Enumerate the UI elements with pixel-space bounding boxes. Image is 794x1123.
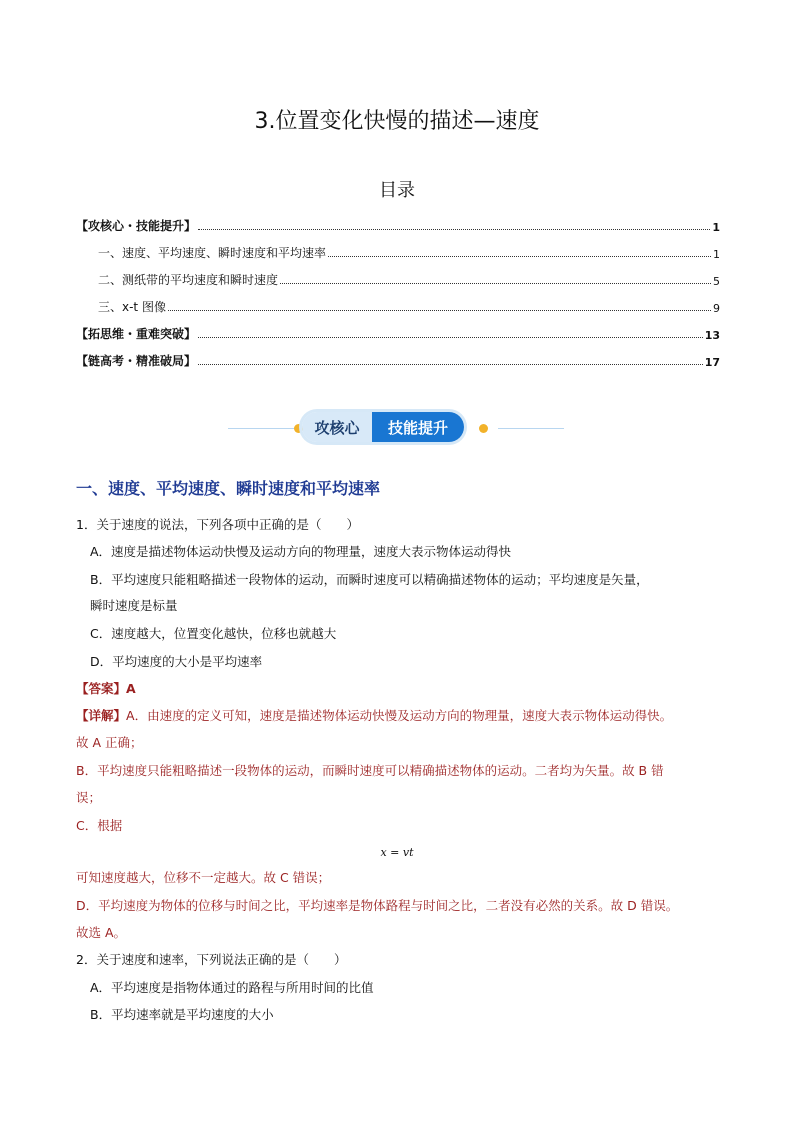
question-1-option-c: C．速度越大，位置变化越快，位移也就越大 (90, 626, 337, 641)
page-title: 3.位置变化快慢的描述—速度 (254, 109, 540, 134)
question-1-option-d: D．平均速度的大小是平均速率 (90, 654, 263, 669)
toc-entry-label: 【攻核心・技能提升】 (76, 219, 197, 233)
banner-line-right (498, 428, 564, 429)
banner-dot-right-icon (479, 424, 488, 433)
toc-leader (328, 256, 711, 257)
question-1-answer (76, 680, 136, 698)
question-2-option-a: A．平均速度是指物体通过的路程与所用时间的比值 (90, 980, 374, 995)
detail-tag: 【详解】 (76, 708, 127, 723)
toc-entry-label: 二、测纸带的平均速度和瞬时速度 (98, 273, 279, 287)
toc-entry-label: 三、x-t 图像 (98, 300, 166, 314)
question-1-option-b: B．平均速度只能粗略描述一段物体的运动，而瞬时速度可以精确描述物体的运动；平均速度是矢量， (90, 572, 649, 587)
toc-entry-core-skills[interactable] (76, 214, 720, 234)
banner-pill (302, 412, 464, 442)
question-1-detail-c-cont: 可知速度越大，位移不一定越大。故 C 错误； (76, 870, 331, 885)
toc-page-number: 1 (713, 248, 720, 261)
question-1-stem: 1．关于速度的说法，下列各项中正确的是（ ） (76, 517, 359, 532)
banner-label-right: 技能提升 (372, 412, 464, 442)
question-1-detail-c: C．根据 (76, 818, 123, 833)
toc-entry-label: 【链高考・精准破局】 (76, 354, 197, 368)
section-banner (228, 404, 564, 450)
question-1-option-a: A．速度是描述物体运动快慢及运动方向的物理量，速度大表示物体运动得快 (90, 544, 512, 559)
question-1-detail-b-cont: 误； (76, 790, 102, 805)
toc-page-number: 1 (712, 221, 720, 234)
banner-label-left: 攻核心 (302, 412, 372, 442)
toc-entry-exam[interactable] (76, 349, 720, 369)
toc-entry-label: 一、速度、平均速度、瞬时速度和平均速率 (98, 246, 327, 260)
answer-tag: 【答案】 (76, 681, 127, 696)
question-1-conclusion: 故选 A。 (76, 925, 127, 940)
question-1-detail-a-cont: 故 A 正确； (76, 735, 143, 750)
question-2-stem: 2．关于速度和速率，下列说法正确的是（ ） (76, 952, 347, 967)
toc-leader (168, 310, 711, 311)
question-1-option-b-cont: 瞬时速度是标量 (90, 598, 178, 613)
toc-page-number: 9 (713, 302, 720, 315)
equation: x = vt (380, 846, 414, 859)
question-1-detail-a (76, 707, 672, 725)
toc-leader (198, 364, 703, 365)
toc-entry-section-1[interactable] (76, 241, 720, 261)
toc-entry-thinking[interactable] (76, 322, 720, 342)
toc-leader (198, 337, 703, 338)
question-2-option-b: B．平均速率就是平均速度的大小 (90, 1007, 274, 1022)
toc-entry-section-3[interactable] (76, 295, 720, 315)
question-1-detail-d: D．平均速度为物体的位移与时间之比，平均速率是物体路程与时间之比，二者没有必然的关系。故 D 错误。 (76, 898, 679, 913)
toc-page-number: 5 (713, 275, 720, 288)
section-heading: 一、速度、平均速度、瞬时速度和平均速率 (76, 479, 381, 498)
toc-entry-label: 【拓思维・重难突破】 (76, 327, 197, 341)
answer-value: A (126, 681, 136, 696)
banner-line-left (228, 428, 294, 429)
toc-entry-section-2[interactable] (76, 268, 720, 288)
question-1-detail-b: B．平均速度只能粗略描述一段物体的运动，而瞬时速度可以精确描述物体的运动。二者均为矢量。故 B 错 (76, 763, 664, 778)
toc-heading: 目录 (379, 180, 415, 201)
toc-page-number: 13 (704, 329, 720, 342)
toc-leader (198, 229, 710, 230)
detail-text: A．由速度的定义可知，速度是描述物体运动快慢及运动方向的物理量，速度大表示物体运动得快。 (126, 708, 673, 723)
toc-leader (280, 283, 711, 284)
toc-page-number: 17 (704, 356, 720, 369)
